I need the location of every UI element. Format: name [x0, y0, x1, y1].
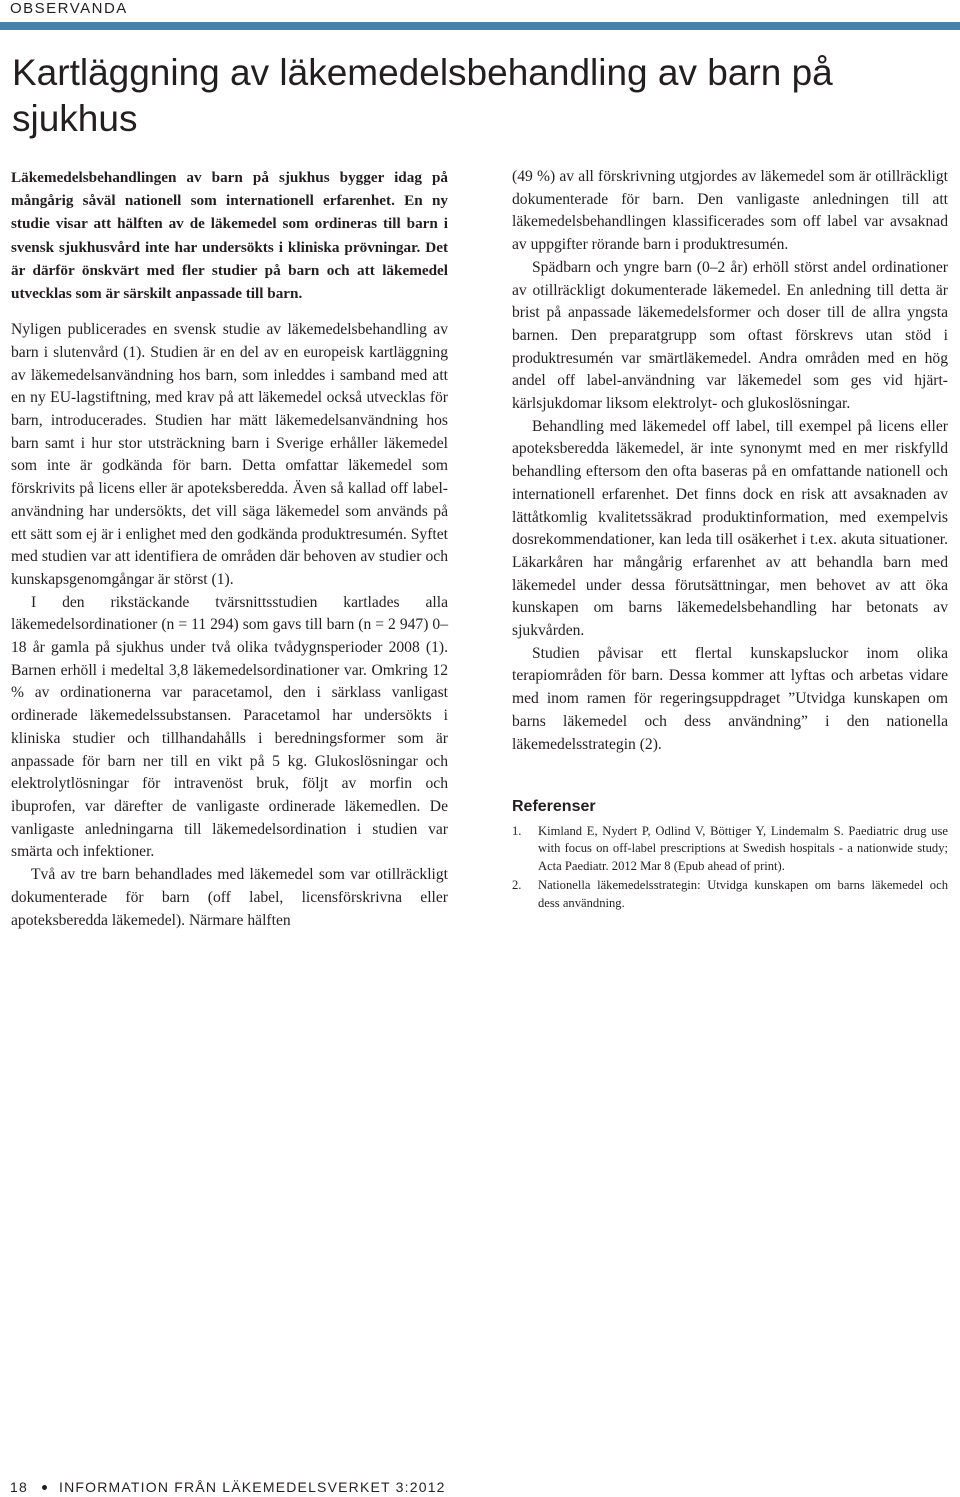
reference-number: 2.: [512, 878, 522, 893]
body-paragraph: Studien påvisar ett flertal kunskapsluckor inom olika terapiområden för barn. Dessa kommer att lyftas och arbetas vidare med inom ramen för regeringsuppdraget ”Utvidga kunskapen om barns läkemedel och dess användning” i den nationella läkemedelsstrategin (2).: [512, 644, 948, 753]
body-paragraph: Två av tre barn behandlades med läkemedel som var otillräckligt dokumenterade för barn (off label, licensförskrivna eller apoteksberedda läkemedel). Närmare hälften: [11, 866, 448, 929]
body-paragraph: (49 %) av all förskrivning utgjordes av läkemedel som är otillräckligt dokumenterade för barn. Den vanligaste anledningen till att läkemedelsbehandlingen klassificerades som off label var avsaknad av uppgifter rörande barn i produktresumén.: [512, 168, 948, 254]
page-number: 18: [10, 1479, 28, 1495]
reference-text: Nationella läkemedelsstrategin: Utvidga kunskapen om barns läkemedel och dess användning.: [538, 878, 948, 910]
body-paragraph: Behandling med läkemedel off label, till exempel på licens eller apoteksberedda läkemedel, är inte synonymt med en mer riskfylld behandling eftersom den ofta baseras på en omfattande nationell och internationell erfarenhet. Det finns dock en risk att avsaknaden av lättåtkomlig kvalitetssäkrad produktinformation, med exempelvis dosrekommendationer, kan leda till osäkerhet i t.ex. akuta situationer. Läkarkåren har mångårig erfarenhet av att behandla barn med läkemedel under dessa förutsättningar, men behovet av att öka kunskapen om barns läkemedelsbehandling har betonats av sjukvården.: [512, 417, 948, 640]
references-heading: Referenser: [512, 798, 596, 816]
reference-item: [512, 877, 948, 912]
publication-name: INFORMATION FRÅN LÄKEMEDELSVERKET 3:2012: [58, 1479, 446, 1495]
body-paragraph: I den rikstäckande tvärsnittsstudien kartlades alla läkemedelsordinationer (n = 11 294) som gavs till barn (n = 2 947) 0–18 år gamla på sjukhus under två olika tvådygnsperioder 2008 (1). Barnen erhöll i medeltal 3,8 läkemedelsordinationer var. Omkring 12 % av ordinationerna var paracetamol, den i särklass vanligast ordinerade läkemedelssubstansen. Paracetamol har undersökts i kliniska studier och tillhandahålls i beredningsformer som är anpassade för barn ner till en vikt på 5 kg. Glukoslösningar och elektrolytlösningar för intravenöst bruk, följt av morfin och ibuprofen, var därefter de vanligaste ordinerade läkemedlen. De vanligaste anledningarna till läkemedelsordination i studien var smärta och infektioner.: [11, 593, 448, 861]
reference-text: Kimland E, Nydert P, Odlind V, Böttiger Y, Lindemalm S. Paediatric drug use with focus on off-label prescriptions at Swedish hospitals - a nationwide study; Acta Paediatr. 2012 Mar 8 (Epub ahead of print).: [538, 823, 948, 873]
reference-number: 1.: [512, 823, 522, 838]
body-paragraph: Nyligen publicerades en svensk studie av läkemedelsbehandling av barn i slutenvård (1). Studien är en del av en europeisk kartläggning av läkemedelsanvändning hos barn, som inleddes i samband med att en ny EU-lagstiftning, med krav på att läkemedel också utvecklas för barn, introducerades. Studien har mätt läkemedelsanvändning hos barn samt i hur stor utsträckning barn i Sverige erhåller läkemedel som inte är godkända för barn. Detta omfattar läkemedel som förskrivits på licens eller är apoteksberedda. Även så kallad off label-användning har undersökts, det vill säga läkemedel som används på ett sätt som ej är i enlighet med den godkända produktresumén. Syftet med studien var att identifiera de områden där behoven av studier och kunskapsgenomgångar är störst (1).: [11, 321, 448, 588]
page-footer: [10, 1479, 446, 1495]
references-list: [512, 823, 948, 912]
left-column: [11, 166, 448, 932]
header-rule: [0, 22, 960, 30]
page-title: Kartläggning av läkemedelsbehandling av barn på sjukhus: [12, 52, 833, 139]
section-label: OBSERVANDA: [10, 0, 128, 17]
body-paragraph: Spädbarn och yngre barn (0–2 år) erhöll störst andel ordinationer av otillräckligt dokumenterade läkemedel. En anledning till detta är brist på anpassade läkemedelsformer och doser till de allra yngsta barnen. Den preparatgrupp som oftast förskrevs utan stöd i produktresumén var smärtläkemedel. Andra områden med en hög andel off label-användning var läkemedel som ges vid hjärt-kärlsjukdomar liksom elektrolyt- och glukoslösningar.: [512, 258, 948, 413]
bullet-icon: [42, 1485, 47, 1490]
right-column: [512, 166, 948, 914]
ingress: Läkemedelsbehandlingen av barn på sjukhus bygger idag på mångårig såväl nationell som internationell erfarenhet. En ny studie visar att hälften av de läkemedel som ordineras till barn i svensk sjukhusvård inte har undersökts i kliniska prövningar. Det är därför önskvärt med fler studier på barn och att läkemedel utvecklas som är särskilt anpassade till barn.: [11, 169, 448, 303]
reference-item: [512, 823, 948, 875]
